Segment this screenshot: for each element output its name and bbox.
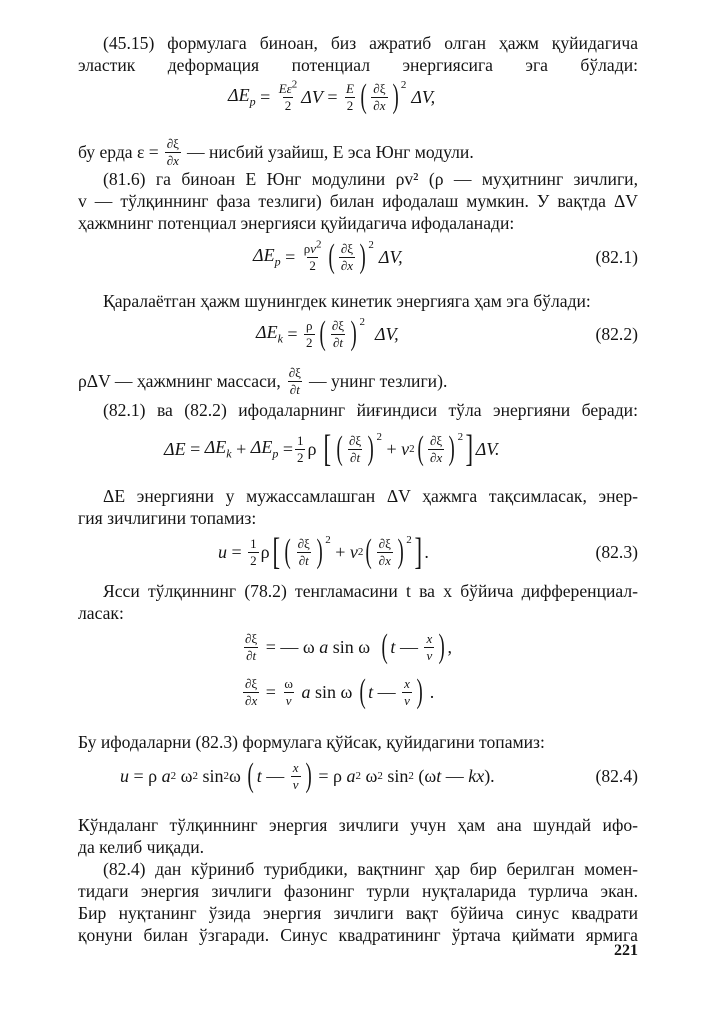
- text-line: ласак:: [78, 603, 124, 623]
- text-line: ҳажмнинг потенциал энергияси қуйидагича ифодаланади:: [78, 213, 515, 233]
- text-line: Бу ифодаларни (82.3) формулага қўйсак, қуйидагини топамиз:: [78, 732, 545, 752]
- text-line: (81.6) га биноан E Юнг модулини ρv² (ρ — муҳитнинг зичлиги,: [103, 169, 638, 189]
- text-line: Қаралаётган ҳажм шунингдек кинетик энергияга ҳам эга бўлади:: [103, 291, 591, 311]
- equation-derivative-t: ∂ξ ∂t = — ω a sin ω ( t — x v ) ,: [245, 628, 453, 665]
- text-line: Ясси тўлқиннинг (78.2) тенгламасини t ва x бўйича дифференциал-: [103, 581, 638, 601]
- equation-potential-energy: $\Delta E_p$ = $E\varepsilon^2$ 2 ΔV = E 2 ( ∂ξ ∂x ) $^2$ ΔV,: [228, 78, 436, 115]
- equation-derivative-x: ∂ξ ∂x = ω v a sin ω ( t — x v ) .: [245, 673, 435, 710]
- text-line: тидаги энергия зичлиги фазонинг турли нуқталарида турлича экан.: [78, 881, 638, 901]
- equation-total-energy: ΔE = $\Delta E_k$ + $\Delta E_p$ = 1 2 ρ [ ( ∂ξ ∂t ) $^2$ + v 2 ( ∂ξ ∂x ) $^2$ ] ΔV.: [164, 428, 500, 470]
- equation-number: (82.4): [595, 765, 638, 786]
- text-span: — унинг тезлиги).: [308, 371, 448, 391]
- text-line: да келиб чиқади.: [78, 837, 205, 857]
- text-line: эластик деформация потенциал энергиясига эга бўлади:: [78, 55, 638, 75]
- equation-number: (82.3): [595, 541, 638, 562]
- text-line-with-formula: бу ерда ε = $\frac{\partial\xi}{\partial x}$ — нисбий узайиш, E эса Юнг модули.: [78, 135, 474, 168]
- page-number: 221: [614, 942, 638, 959]
- text-line: (82.4) дан кўриниб турибдики, вақтнинг ҳар бир берилган момен-: [103, 859, 638, 879]
- equation-number: (82.1): [595, 246, 638, 267]
- equation-82-3: u = 1 2 ρ [ ( ∂ξ ∂t ) $^2$ + v 2 ( ∂ξ ∂x ) $^2$ ] . (82.3): [218, 531, 638, 573]
- text-line: Бир нуқтанинг ўзида энергия зичлиги вақт бўйича синус квадрати: [78, 903, 638, 923]
- equation-82-4: u = ρ a 2 ω 2 sin 2 ω ( t — x v ) = ρ a 2 ω 2 sin 2 (ω t — kx ). (82.4): [78, 753, 638, 799]
- text-line: ΔE энергияни у мужассамлашган ΔV ҳажмга тақсимласак, энер-: [103, 486, 638, 506]
- text-line: (82.1) ва (82.2) ифодаларнинг йиғиндиси тўла энергияни беради:: [103, 400, 638, 420]
- text-line: гия зичлигини топамиз:: [78, 508, 257, 528]
- text-line-with-formula: ρΔV — ҳажмнинг массаси, ∂ξ ∂t — унинг тезлиги).: [78, 364, 448, 397]
- text-line: v — тўлқиннинг фаза тезлиги) билан ифодалаш мумкин. У вақтда ΔV: [78, 191, 638, 211]
- text-line: қонуни билан ўзгаради. Синус квадратининг ўртача қиймати ярмига: [78, 925, 638, 945]
- text-line: Кўндаланг тўлқиннинг энергия зичлиги учун ҳам ана шундай ифо-: [78, 815, 638, 835]
- equation-82-1: $\Delta E_p$ = $\rho v^2$ 2 ( ∂ξ ∂x ) $^2$ ΔV, (82.1): [78, 234, 638, 280]
- text-span: ρΔV — ҳажмнинг массаси,: [78, 371, 281, 391]
- equation-82-2: $\Delta E_k$ = ρ 2 ( ∂ξ ∂t ) $^2$ ΔV, (82.2): [78, 311, 638, 357]
- text-span: — нисбий узайиш, E эса Юнг модули.: [186, 142, 474, 162]
- text-line: (45.15) формулага биноан, биз ажратиб олган ҳажм қуйидагича: [103, 33, 638, 53]
- text-span: бу ерда ε =: [78, 142, 159, 162]
- equation-number: (82.2): [595, 323, 638, 344]
